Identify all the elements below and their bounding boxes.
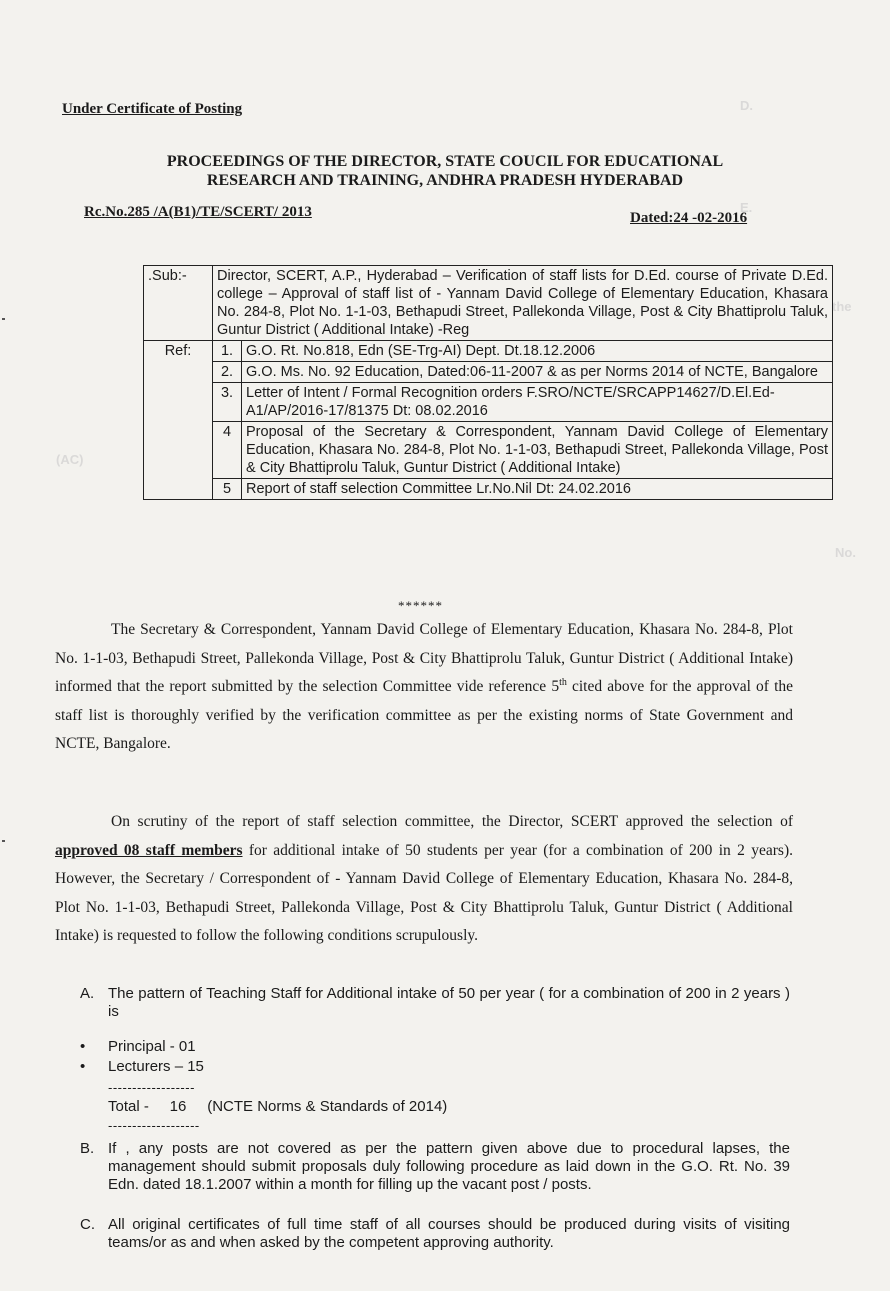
bleed-through-text: E. [740,200,753,215]
reference-number: Rc.No.285 /A(B1)/TE/SCERT/ 2013 [84,204,312,220]
paragraph-text: On scrutiny of the report of staff selection committee, the Director, SCERT approved the selection of [111,813,793,830]
bullet-icon: • [80,1038,86,1055]
reference-text: Letter of Intent / Formal Recognition orders F.SRO/NCTE/SRCAPP14627/D.El.Ed-A1/AP/2016-17/81375 Dt: 08.02.2016 [242,383,833,422]
reference-number-cell: 2. [213,362,242,383]
condition-text: If , any posts are not covered as per the pattern given above due to procedural lapses, the management should submit proposals duly following procedure as laid down in the G.O. Rt. No. 39 Edn. dated 18.1.2007 within a month for filling up the vacant post / posts. [108,1140,790,1193]
subject-reference-table [143,265,833,500]
bleed-through-text: No. [835,545,856,560]
reference-number-cell: 3. [213,383,242,422]
condition-text: All original certificates of full time staff of all courses should be produced during visits of visiting teams/or as and when asked by the competent approving authority. [108,1216,790,1251]
approved-staff-emphasis: approved 08 staff members [55,841,243,859]
condition-letter: C. [80,1216,95,1233]
reference-text: G.O. Ms. No. 92 Education, Dated:06-11-2007 & as per Norms 2014 of NCTE, Bangalore [242,362,833,383]
subject-label: .Sub:- [144,266,213,341]
reference-label: Ref: [144,341,213,500]
bullet-icon: • [80,1058,86,1075]
paragraph-text: cited above for the approval of the staff list is thoroughly verified by the verification committee as per the existing norms of State Government and NCTE, Bangalore. [55,678,793,752]
reference-number-cell: 1. [213,341,242,362]
bleed-through-text: D. [740,98,753,113]
document-date: Dated:24 -02-2016 [630,210,748,226]
bleed-through-text: the [832,299,852,314]
staff-item: Principal - 01 [108,1038,196,1055]
staff-item: Lecturers – 15 [108,1058,204,1075]
margin-mark [2,840,5,842]
superscript: th [559,676,567,688]
reference-number-cell: 5 [213,479,242,500]
paragraph-intro [55,616,793,759]
separator-stars: ****** [398,598,443,613]
reference-row [144,383,833,422]
condition-text: The pattern of Teaching Staff for Additional intake of 50 per year ( for a combination of 200 in 2 years ) is [108,985,790,1020]
reference-row [144,341,833,362]
paragraph-scrutiny [55,808,793,951]
reference-row [144,362,833,383]
condition-letter: A. [80,985,95,1002]
divider-dashes: ------------------ [108,1080,195,1095]
reference-text: G.O. Rt. No.818, Edn (SE-Trg-AI) Dept. Dt.18.12.2006 [242,341,833,362]
reference-number-cell: 4 [213,422,242,479]
subject-row [144,266,833,341]
paragraph-text: The Secretary & Correspondent, Yannam David College of Elementary Education, Khasara No. 284-8, Plot No. 1-1-03, Bethapudi Street, Pallekonda Village, Post & City Bhattiprolu Taluk, Guntur District ( Additional Intake) informed that the report submitted by the selection Committee vide reference 5 [55,621,793,695]
paragraph-text: for additional intake of 50 students per year (for a combination of 200 in 2 years). However, the Secretary / Correspondent of - Yannam David College of Elementary Education, Khasara No. 284-8, Plot No. 1-1-03, Bethapudi Street, Pallekonda Village, Post & City Bhattiprolu Taluk, Guntur District ( Additional Intake) is requested to follow the following conditions scrupulously. [55,841,793,944]
margin-mark [2,318,5,320]
divider-dashes: ------------------- [108,1118,200,1133]
proceedings-title [60,152,830,190]
title-line-1: PROCEEDINGS OF THE DIRECTOR, STATE COUCIL FOR EDUCATIONAL [166,153,724,170]
under-certificate-heading: Under Certificate of Posting [62,101,243,117]
bleed-through-text: (AC) [56,452,84,467]
reference-text: Proposal of the Secretary & Correspondent, Yannam David College of Elementary Education, Khasara No. 284-8, Plot No. 1-1-03, Bethapudi Street, Pallekonda Village, Post & City Bhattiprolu Taluk, Guntur District ( Additional Intake) [242,422,833,479]
reference-row [144,422,833,479]
title-line-2: RESEARCH AND TRAINING, ANDHRA PRADESH HYDERABAD [206,172,684,189]
subject-text: Director, SCERT, A.P., Hyderabad – Verification of staff lists for D.Ed. course of Private D.Ed. college – Approval of staff list of - Yannam David College of Elementary Education, Khasara No. 284-8, Plot No. 1-1-03, Bethapudi Street, Pallekonda Village, Post & City Bhattiprolu Taluk, Guntur District ( Additional Intake) -Reg [213,266,833,341]
condition-letter: B. [80,1140,95,1157]
reference-text: Report of staff selection Committee Lr.No.Nil Dt: 24.02.2016 [242,479,833,500]
staff-total: Total - 16 (NCTE Norms & Standards of 2014) [108,1098,448,1115]
reference-row [144,479,833,500]
